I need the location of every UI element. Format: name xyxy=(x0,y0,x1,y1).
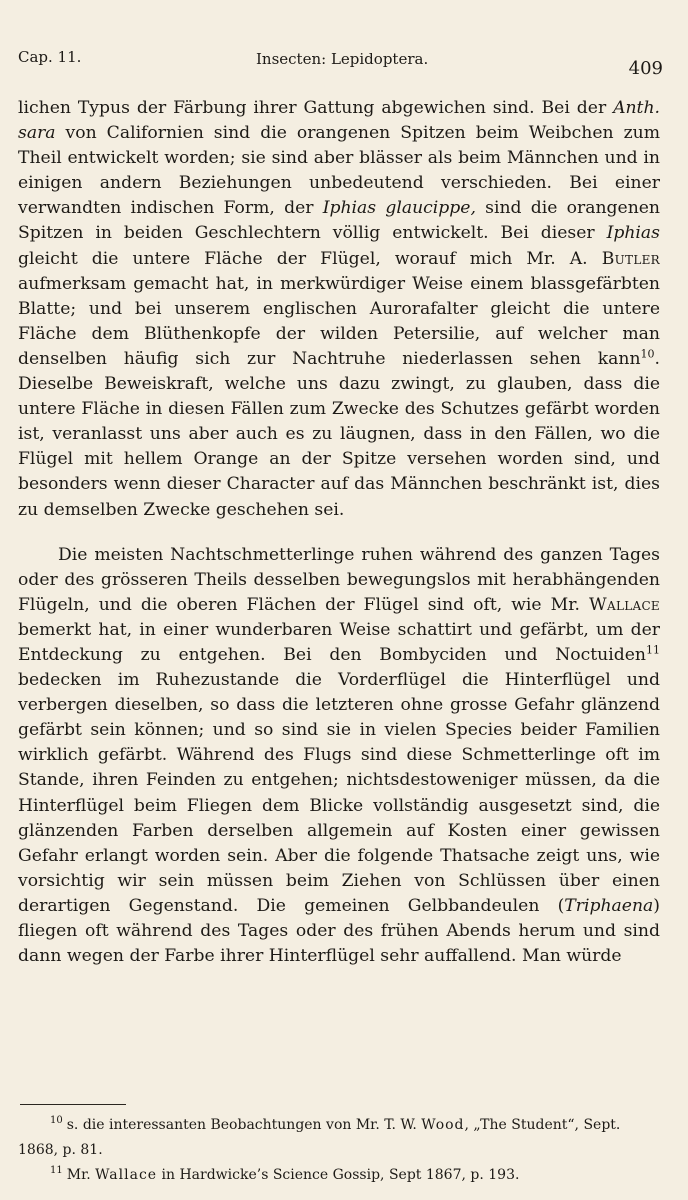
footnote-ref-11: 11 xyxy=(646,643,660,657)
body-text xyxy=(18,96,660,969)
footnotes xyxy=(18,1113,664,1188)
genus-iphias: Iphias xyxy=(606,223,660,244)
footnote-10-text: , „The Student“, Sept. 1868, p. 81. xyxy=(18,1117,621,1158)
footnote-divider xyxy=(20,1104,126,1105)
page-number: 409 xyxy=(628,58,663,79)
paragraph-1-text: von Californien sind die orangenen Spitzen beim Weibchen zum Theil entwickelt worden; sie sind aber blässer als beim Männchen und in einigen andern Beziehungen unbedeutend verschieden. Bei einer verwandten indischen Form, der xyxy=(18,123,660,219)
paragraph-1-text: lichen Typus der Färbung ihrer Gattung abgewichen sind. Bei der xyxy=(18,98,614,118)
paragraph-2-text: Die meisten Nachtschmetterlinge ruhen während des ganzen Tages oder des grösseren Theils desselben bewegungslos mit herabhängenden Flügeln, und die oberen Flächen der Flügel sind oft, wie Mr. xyxy=(18,544,660,615)
paragraph-1 xyxy=(18,96,660,523)
genus-triphaena: Triphaena xyxy=(564,895,654,916)
paragraph-1-text: . Dieselbe Beweiskraft, welche uns dazu zwingt, zu glauben, dass die untere Fläche in diesen Fällen zum Zwecke des Schutzes gefärbt worden ist, veranlasst uns aber auch es zu läugnen, dass in den Fällen, wo die Flügel mit hellem Orange an der Spitze versehen worden sind, und besonders wenn dieser Character auf das Männchen beschränkt ist, dies zu demselben Zwecke geschehen sei. xyxy=(18,348,660,520)
chapter-label: Cap. 11. xyxy=(18,48,82,66)
footnote-11-mark: 11 xyxy=(50,1165,63,1177)
paragraph-1-text: sind die orangenen Spitzen in beiden Geschlechtern völlig entwickelt. Bei dieser xyxy=(18,198,661,244)
species-iphias-glaucippe: Iphias glaucippe, xyxy=(322,198,476,219)
paragraph-1-text: gleicht die untere Fläche der Flügel, worauf mich Mr. A. xyxy=(18,248,602,269)
footnote-10-text: s. die interessanten Beobachtungen von Mr. T. W. xyxy=(66,1117,422,1133)
footnote-ref-10: 10 xyxy=(640,347,655,361)
footnote-10-mark: 10 xyxy=(50,1115,63,1127)
footnote-11-text: in Hardwicke’s Science Gossip, Sept 1867, p. 193. xyxy=(157,1167,520,1183)
footnote-11-text: Mr. xyxy=(66,1167,96,1183)
running-title: Insecten: Lepidoptera. xyxy=(256,50,429,68)
author-butler: Butler xyxy=(601,248,660,269)
paragraph-2-text: bemerkt hat, in einer wunderbaren Weise schattirt und gefärbt, um der Entdeckung zu entgehen. Bei den Bombyciden und Noctuiden xyxy=(18,619,660,665)
paragraph-2-text: bedecken im Ruhezustande die Vorderflügel die Hinterflügel und verbergen dieselben, so dass die letzteren ohne grosse Gefahr glänzend gefärbt sein können; und so sind sie in vielen Species beider Familien wirklich gefärbt. Während des Flugs sind diese Schmetterlinge oft im Stande, ihren Feinden zu entgehen; nichtsdestoweniger müssen, da die Hinterflügel beim Fliegen dem Blicke vollständig ausgesetzt sind, die glänzenden Farben derselben allgemein auf Kosten einer gewissen Gefahr erlangt worden sein. Aber die folgende Thatsache zeigt uns, wie vorsichtig wir sein müssen beim Ziehen von Schlüssen über einen derartigen Gegenstand. Die gemeinen Gelbbandeulen ( xyxy=(18,670,660,916)
author-wallace: Wallace xyxy=(95,1167,158,1183)
author-wood: Wood xyxy=(421,1117,465,1133)
running-header xyxy=(18,42,663,82)
species-anth-sara: Anth. sara xyxy=(18,98,660,144)
footnote-11 xyxy=(18,1163,664,1188)
footnote-10 xyxy=(18,1113,664,1163)
paragraph-2-text: ) fliegen oft während des Tages oder des frühen Abends herum und sind dann wegen der Farbe ihrer Hinterflügel sehr auffallend. Man würde xyxy=(18,895,660,967)
paragraph-1-text: aufmerksam gemacht hat, in merkwürdiger Weise einem blassgefärbten Blatte; und bei unserem englischen Aurorafalter gleicht die untere Fläche dem Blüthenkopfe der wilden Petersilie, auf welcher man denselben häufig sich zur Nachtruhe niederlassen sehen kann xyxy=(18,273,660,369)
author-wallace: Wallace xyxy=(589,594,660,615)
paragraph-2 xyxy=(18,543,660,970)
